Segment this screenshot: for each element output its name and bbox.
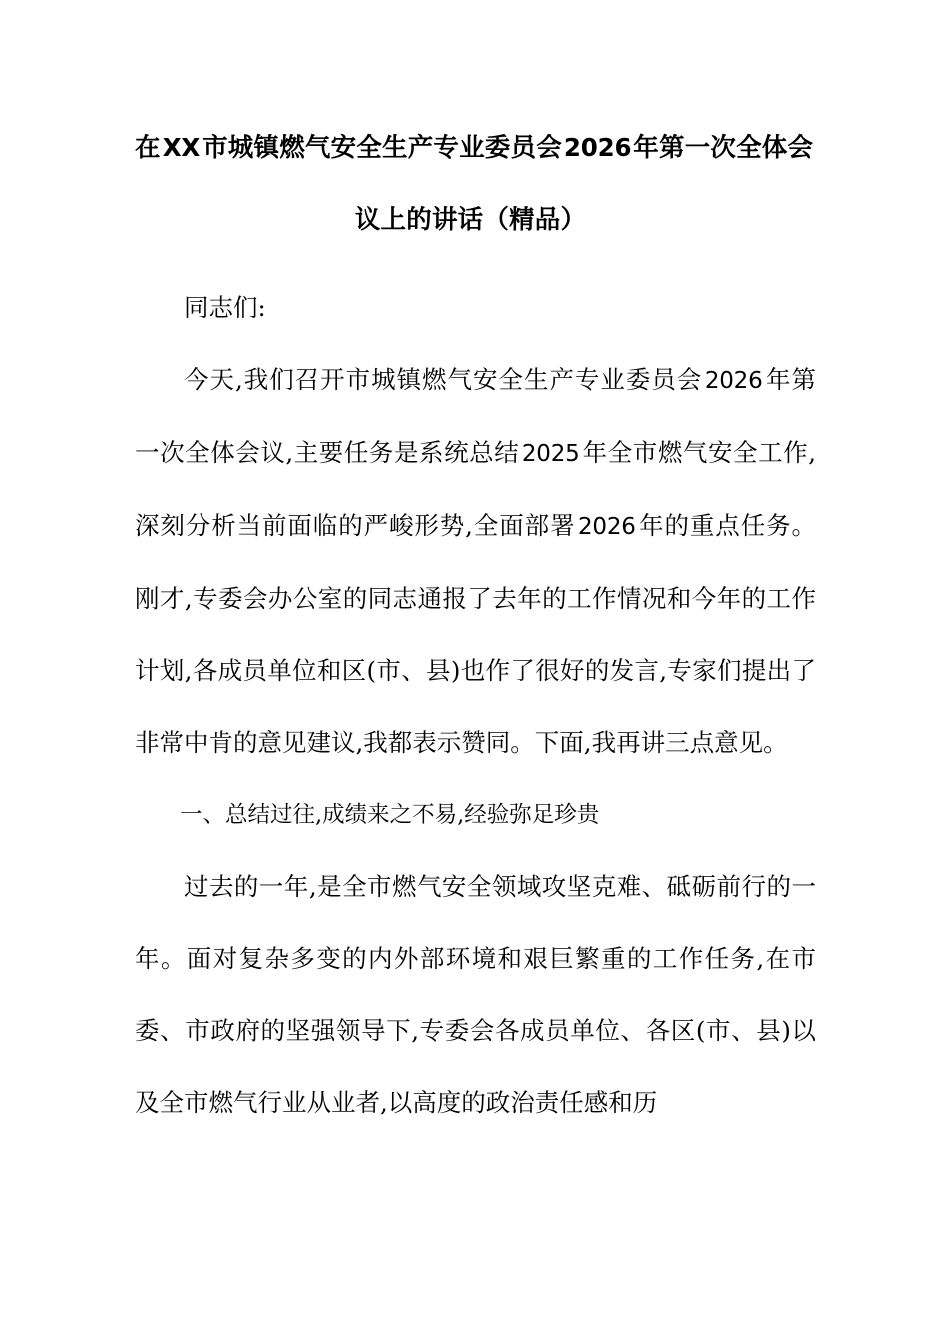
section-heading-one: 一、总结过往,成绩来之不易,经验弥足珍贵 [180, 802, 600, 828]
document-content [135, 112, 816, 1139]
section-one-paragraph: 过去的一年,是全市燃气安全领域攻坚克难、砥砺前行的一年。面对复杂多变的内外部环境和艰巨繁重的工作任务,在市委、市政府的坚强领导下,专委会各成员单位、各区(市、县)以及全市燃气行业从业者,以高度的政治责任感和历 [135, 872, 816, 1117]
salutation-line: 同志们: [184, 293, 266, 322]
title-segment-year: 2026 [563, 133, 632, 162]
title-segment-xx: XX [162, 133, 201, 162]
opening-seg-1: 今天,我们召开市城镇燃气安全生产专业委员会 [184, 365, 703, 394]
title-segment-prefix: 在 [135, 133, 161, 163]
opening-seg-7: 年的重点任务。刚才,专委会办公室的同志通报了去年的工作情况和今年的工作计划,各成员单位和区(市、县)也作了很好的发言,专家们提出了非常中肯的意见建议,我都表示赞同。下面,我再讲三点意见。 [135, 511, 816, 757]
document-body [135, 272, 816, 1139]
opening-paragraph [135, 344, 816, 779]
document-title-line-1 [135, 112, 816, 184]
title-segment-suffix: 年第一次全体会 [633, 133, 814, 163]
opening-seg-2-year: 2026 [704, 368, 763, 394]
opening-seg-6-year: 2026 [577, 514, 636, 540]
opening-seg-5: 年全市燃气安全工作,深刻分析当前面临的严峻形势,全面部署 [135, 438, 816, 540]
document-title-line-2: 议上的讲话（精品） [354, 205, 587, 235]
document-title [135, 112, 816, 256]
opening-seg-3: 年第一次全体会议,主要任务是系统总结 [135, 365, 817, 467]
opening-seg-4-year: 2025 [521, 441, 580, 467]
title-segment-middle: 市城镇燃气安全生产专业委员会 [202, 133, 562, 163]
